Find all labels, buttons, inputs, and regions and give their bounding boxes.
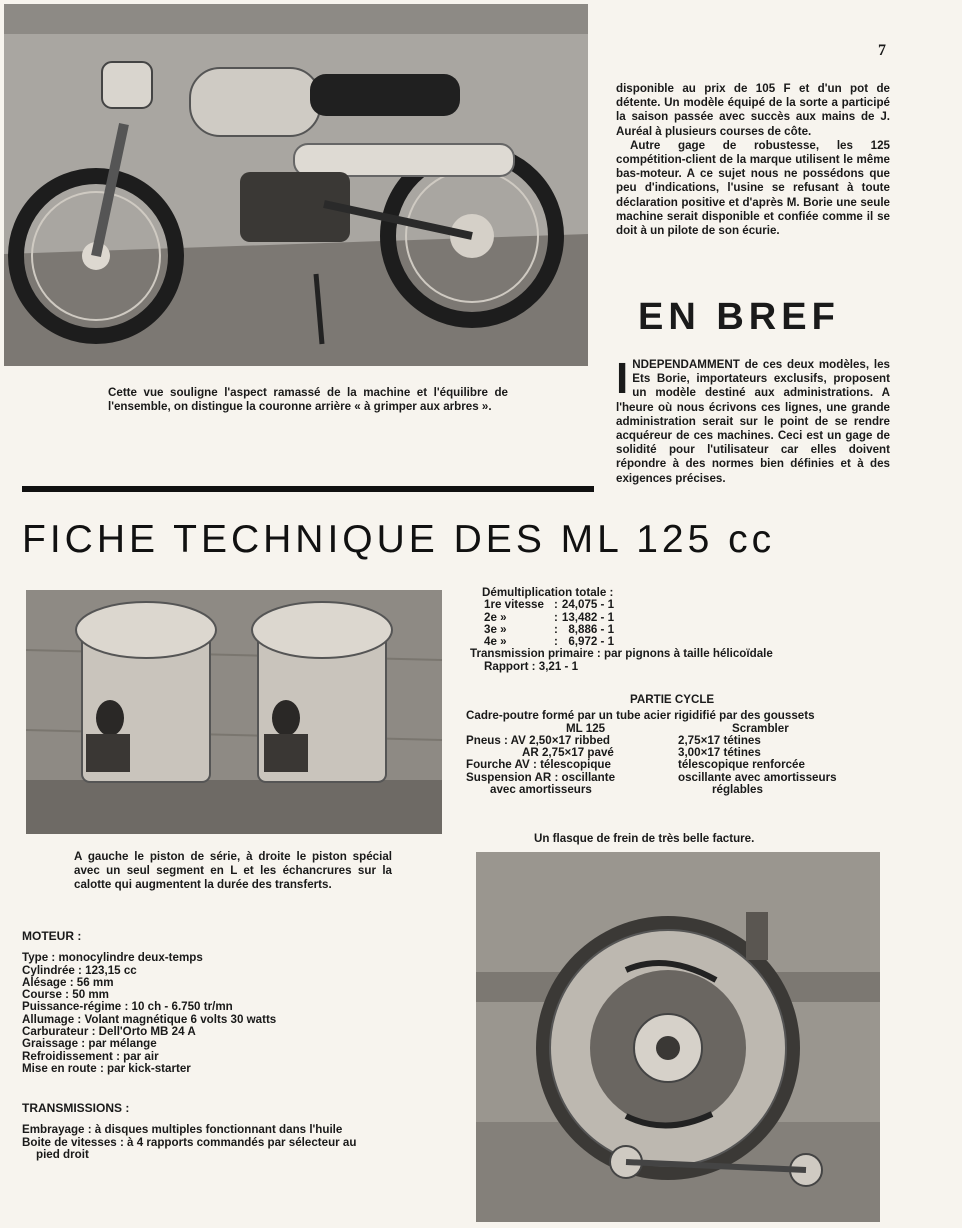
article-continuation (616, 82, 890, 238)
col-scrambler: Scrambler (732, 721, 789, 735)
spec-line: Suspension AR : oscillante (466, 770, 616, 784)
table-row (484, 599, 618, 611)
cycle-columns (466, 735, 890, 796)
transmissions-section (22, 1102, 462, 1161)
transmissions-heading: TRANSMISSIONS : (22, 1101, 130, 1115)
spec-line: Puissance-régime : 10 ch - 6.750 tr/mn (22, 1000, 233, 1014)
demultiplication-section (470, 587, 890, 673)
cycle-right-column (678, 735, 837, 796)
cycle-left-column (466, 735, 678, 796)
sep-cell: : (554, 635, 558, 649)
spec-line: oscillante avec amortisseurs (678, 770, 837, 784)
spec-line: Type : monocylindre deux-temps (22, 951, 203, 965)
spec-line: avec amortisseurs (490, 783, 592, 797)
en-bref-text (616, 354, 890, 486)
moteur-section (22, 930, 462, 1075)
spec-line: Refroidissement : par air (22, 1049, 159, 1063)
pistons-photo (26, 590, 442, 834)
spec-line: Graissage : par mélange (22, 1037, 157, 1051)
ratio-cell: 13,482 - 1 (561, 610, 615, 624)
spec-line: Embrayage : à disques multiples fonctionnant dans l'huile (22, 1123, 343, 1137)
demultiplication-heading: Démultiplication totale : (482, 586, 614, 599)
spec-line: pied droit (36, 1147, 89, 1161)
rapport: Rapport : 3,21 - 1 (484, 659, 579, 673)
spec-line: Pneus : AV 2,50×17 ribbed (466, 733, 611, 747)
spec-line: Cylindrée : 123,15 cc (22, 963, 137, 977)
pistons-caption: A gauche le piston de série, à droite le piston spécial avec un seul segment en L et les échancrures sur la calotte qui augmentent la durée des transferts. (74, 850, 392, 892)
en-bref-paragraph: NDEPENDAMMENT de ces deux modèles, les Ets Borie, importateurs exclusifs, proposent un modèle destiné aux administrations. A l'heure où nous écrivons ces lignes, une grande administration serait sur le point de se rendre acquéreur de ces machines. Ceci est un gage de solidité pour l'utilisateur car elles doivent répondre à des normes bien définies et à des exigences précises. (616, 358, 890, 485)
spec-line: AR 2,75×17 pavé (522, 746, 614, 760)
gear-cell: 1re vitesse (484, 598, 544, 612)
motorcycle-caption: Cette vue souligne l'aspect ramassé de la machine et l'équilibre de l'ensemble, on distingue la couronne arrière « à grimper aux arbres ». (108, 386, 508, 414)
spec-line: réglables (712, 783, 763, 797)
ratio-cell: 24,075 - 1 (561, 598, 615, 612)
page-number: 7 (878, 42, 886, 59)
spec-line: Course : 50 mm (22, 988, 109, 1002)
partie-cycle-heading: PARTIE CYCLE (630, 693, 715, 706)
gear-cell: 4e » (484, 635, 507, 649)
spec-line: 3,00×17 tétines (678, 746, 761, 760)
ratio-cell: 6,972 - 1 (568, 635, 615, 649)
drop-cap: I (616, 354, 629, 403)
gear-ratio-table (484, 599, 618, 648)
gear-cell: 2e » (484, 610, 507, 624)
spec-line: Mise en route : par kick-starter (22, 1061, 191, 1075)
article-paragraph: Autre gage de robustesse, les 125 compétition-client de la marque utilisent le même bas-moteur. A ce sujet nous ne possédons que peu d'indications, l'usine se refusant à toute déclaration positive et d'après M. Borie une seule machine serait disponible et confiée comme il se doit à un pilote de son écurie. (616, 138, 890, 238)
moteur-heading: MOTEUR : (22, 929, 82, 943)
col-ml125: ML 125 (566, 721, 606, 735)
sep-cell: : (554, 622, 558, 636)
sep-cell: : (554, 598, 558, 612)
section-divider (22, 486, 594, 492)
spec-line: Alésage : 56 mm (22, 975, 114, 989)
sep-cell: : (554, 610, 558, 624)
motorcycle-photo (4, 4, 588, 366)
spec-line: Allumage : Volant magnétique 6 volts 30 watts (22, 1012, 277, 1026)
spec-line: Carburateur : Dell'Orto MB 24 A (22, 1025, 196, 1039)
pistons-illustration (26, 590, 442, 834)
brake-illustration (476, 852, 880, 1222)
spec-line: 2,75×17 tétines (678, 733, 761, 747)
main-title: FICHE TECHNIQUE DES ML 125 cc (22, 518, 776, 561)
spec-line: Boite de vitesses : à 4 rapports commandés par sélecteur au (22, 1135, 357, 1149)
motorcycle-illustration (4, 4, 588, 366)
primary-transmission: Transmission primaire : par pignons à taille hélicoïdale (470, 647, 773, 661)
ratio-cell: 8,886 - 1 (568, 622, 615, 636)
gear-cell: 3e » (484, 622, 507, 636)
brake-caption: Un flasque de frein de très belle facture. (534, 832, 755, 845)
en-bref-title: EN BREF (638, 296, 840, 338)
spec-line: télescopique renforcée (678, 758, 805, 772)
brake-photo (476, 852, 880, 1222)
article-paragraph: disponible au prix de 105 F et d'un pot de détente. Un modèle équipé de la sorte a participé la saison passée avec succès aux mains de J. Auréal à plusieurs courses de côte. (616, 82, 890, 138)
spec-line: Fourche AV : télescopique (466, 758, 611, 772)
partie-cycle-section (466, 694, 890, 796)
frame-line: Cadre-poutre formé par un tube acier rigidifié par des goussets (466, 709, 815, 723)
